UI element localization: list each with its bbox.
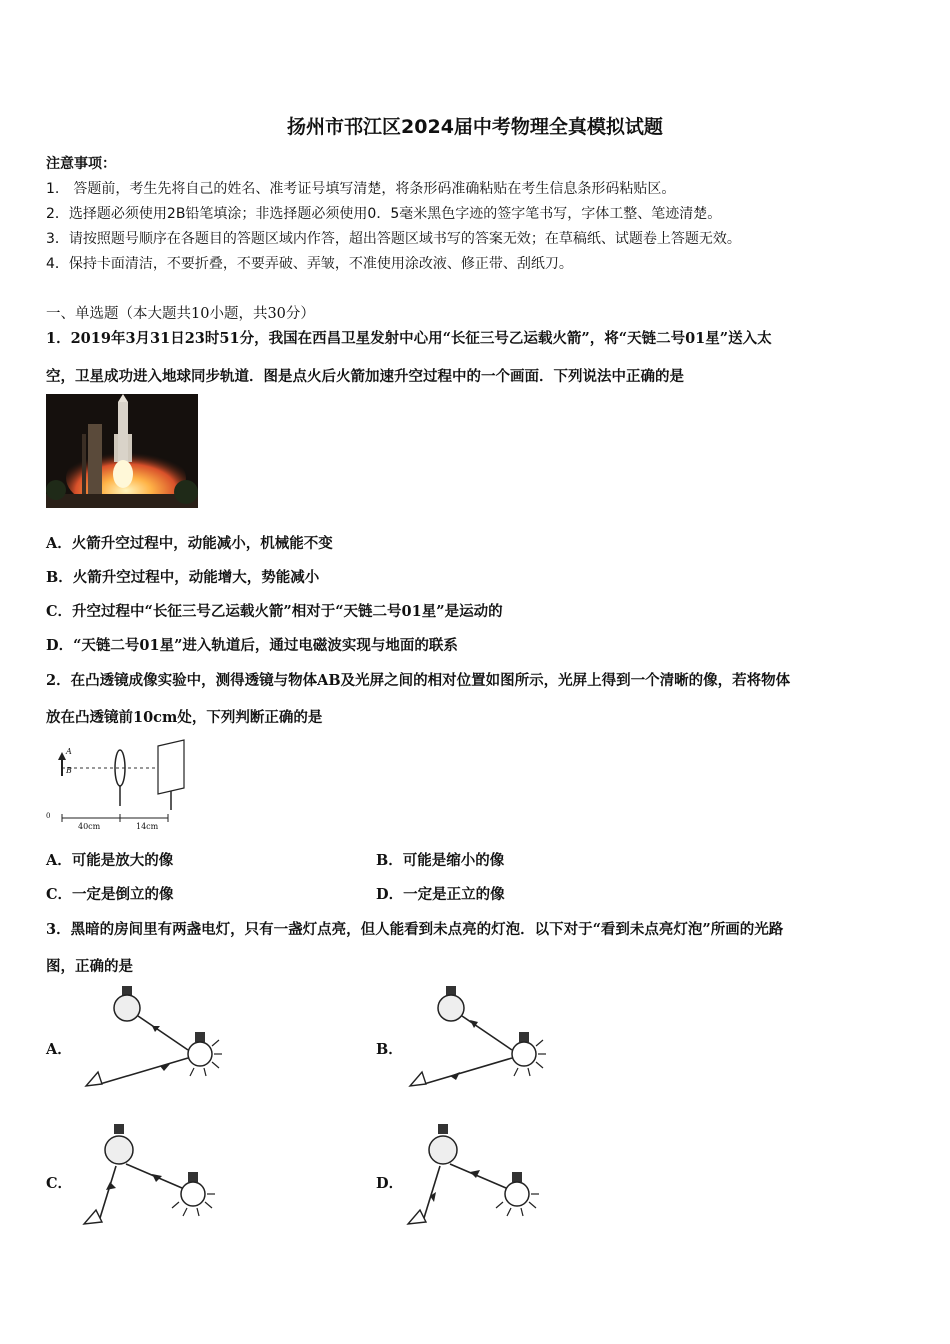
q1-option-c[interactable]: C．升空过程中“长征三号乙运载火箭”相对于“天链二号01星”是运动的 [46, 603, 503, 620]
light-path-diagram-d [404, 1122, 554, 1232]
distance-object-lens: 40cm [78, 822, 101, 831]
notice-item-3: 3．请按照题号顺序在各题目的答题区域内作答，超出答题区域书写的答案无效；在草稿纸、试题卷上答题无效。 [46, 231, 741, 247]
q2-stem-line1: 2．在凸透镜成像实验中，测得透镜与物体AB及光屏之间的相对位置如图所示，光屏上得到一个清晰的像，若将物体 [46, 672, 791, 689]
lit-bulb-icon [172, 1172, 215, 1216]
eye-icon [84, 1210, 102, 1224]
notice-item-1: 1. 答题前，考生先将自己的姓名、准考证号填写清楚，将条形码准确粘贴在考生信息条形码粘贴区。 [46, 181, 676, 197]
q3-option-b-label[interactable]: B． [376, 1041, 403, 1058]
q2-option-a[interactable]: A．可能是放大的像 [46, 852, 174, 869]
unlit-bulb-icon [105, 1124, 133, 1164]
lens-setup-diagram [46, 736, 196, 836]
q3-stem-line2: 图，正确的是 [46, 958, 133, 975]
q3-option-c-label[interactable]: C． [46, 1175, 73, 1192]
distance-lens-screen: 14cm [136, 822, 159, 831]
notice-item-2: 2．选择题必须使用2B铅笔填涂；非选择题必须使用0．5毫米黑色字迹的签字笔书写，字体工整、笔迹清楚。 [46, 206, 722, 222]
unlit-bulb-icon [438, 986, 464, 1021]
eye-icon [408, 1210, 426, 1224]
eye-icon [86, 1072, 102, 1086]
q1-stem-line1: 1．2019年3月31日23时51分，我国在西昌卫星发射中心用“长征三号乙运载火箭”，将“天链二号01星”送入太 [46, 330, 772, 347]
lit-bulb-icon [188, 1032, 222, 1076]
q1-option-a[interactable]: A．火箭升空过程中，动能减小，机械能不变 [46, 535, 333, 552]
lit-bulb-icon [512, 1032, 546, 1076]
q3-option-a-label[interactable]: A． [46, 1041, 72, 1058]
q1-option-d[interactable]: D．“天链二号01星”进入轨道后，通过电磁波实现与地面的联系 [46, 637, 458, 654]
rocket-launch-photo [46, 394, 198, 508]
label-b: B [66, 766, 72, 775]
unlit-bulb-icon [114, 986, 140, 1021]
q2-option-d[interactable]: D．一定是正立的像 [376, 886, 505, 903]
unlit-bulb-icon [429, 1124, 457, 1164]
page-title: 扬州市邗江区2024届中考物理全真模拟试题 [287, 116, 663, 138]
light-path-diagram-c [80, 1122, 230, 1232]
notice-item-4: 4．保持卡面清洁，不要折叠，不要弄破、弄皱，不准使用涂改液、修正带、刮纸刀。 [46, 256, 573, 272]
label-a: A [66, 747, 72, 756]
light-path-diagram-b [404, 984, 554, 1090]
origin-label: 0 [46, 812, 51, 820]
q2-option-c[interactable]: C．一定是倒立的像 [46, 886, 174, 903]
section-heading: 一、单选题（本大题共10小题，共30分） [46, 306, 315, 322]
q1-option-b[interactable]: B．火箭升空过程中，动能增大，势能减小 [46, 569, 320, 586]
q2-option-b[interactable]: B．可能是缩小的像 [376, 852, 505, 869]
q1-stem-line2: 空，卫星成功进入地球同步轨道．图是点火后火箭加速升空过程中的一个画面．下列说法中正确的是 [46, 368, 684, 385]
q2-stem-line2: 放在凸透镜前10cm处，下列判断正确的是 [46, 709, 323, 726]
lit-bulb-icon [496, 1172, 539, 1216]
light-path-diagram-a [80, 984, 230, 1090]
eye-icon [410, 1072, 426, 1086]
q3-stem-line1: 3．黑暗的房间里有两盏电灯，只有一盏灯点亮，但人能看到未点亮的灯泡．以下对于“看到未点亮灯泡”所画的光路 [46, 921, 784, 938]
q3-option-d-label[interactable]: D． [376, 1175, 404, 1192]
notice-heading: 注意事项： [46, 156, 116, 172]
